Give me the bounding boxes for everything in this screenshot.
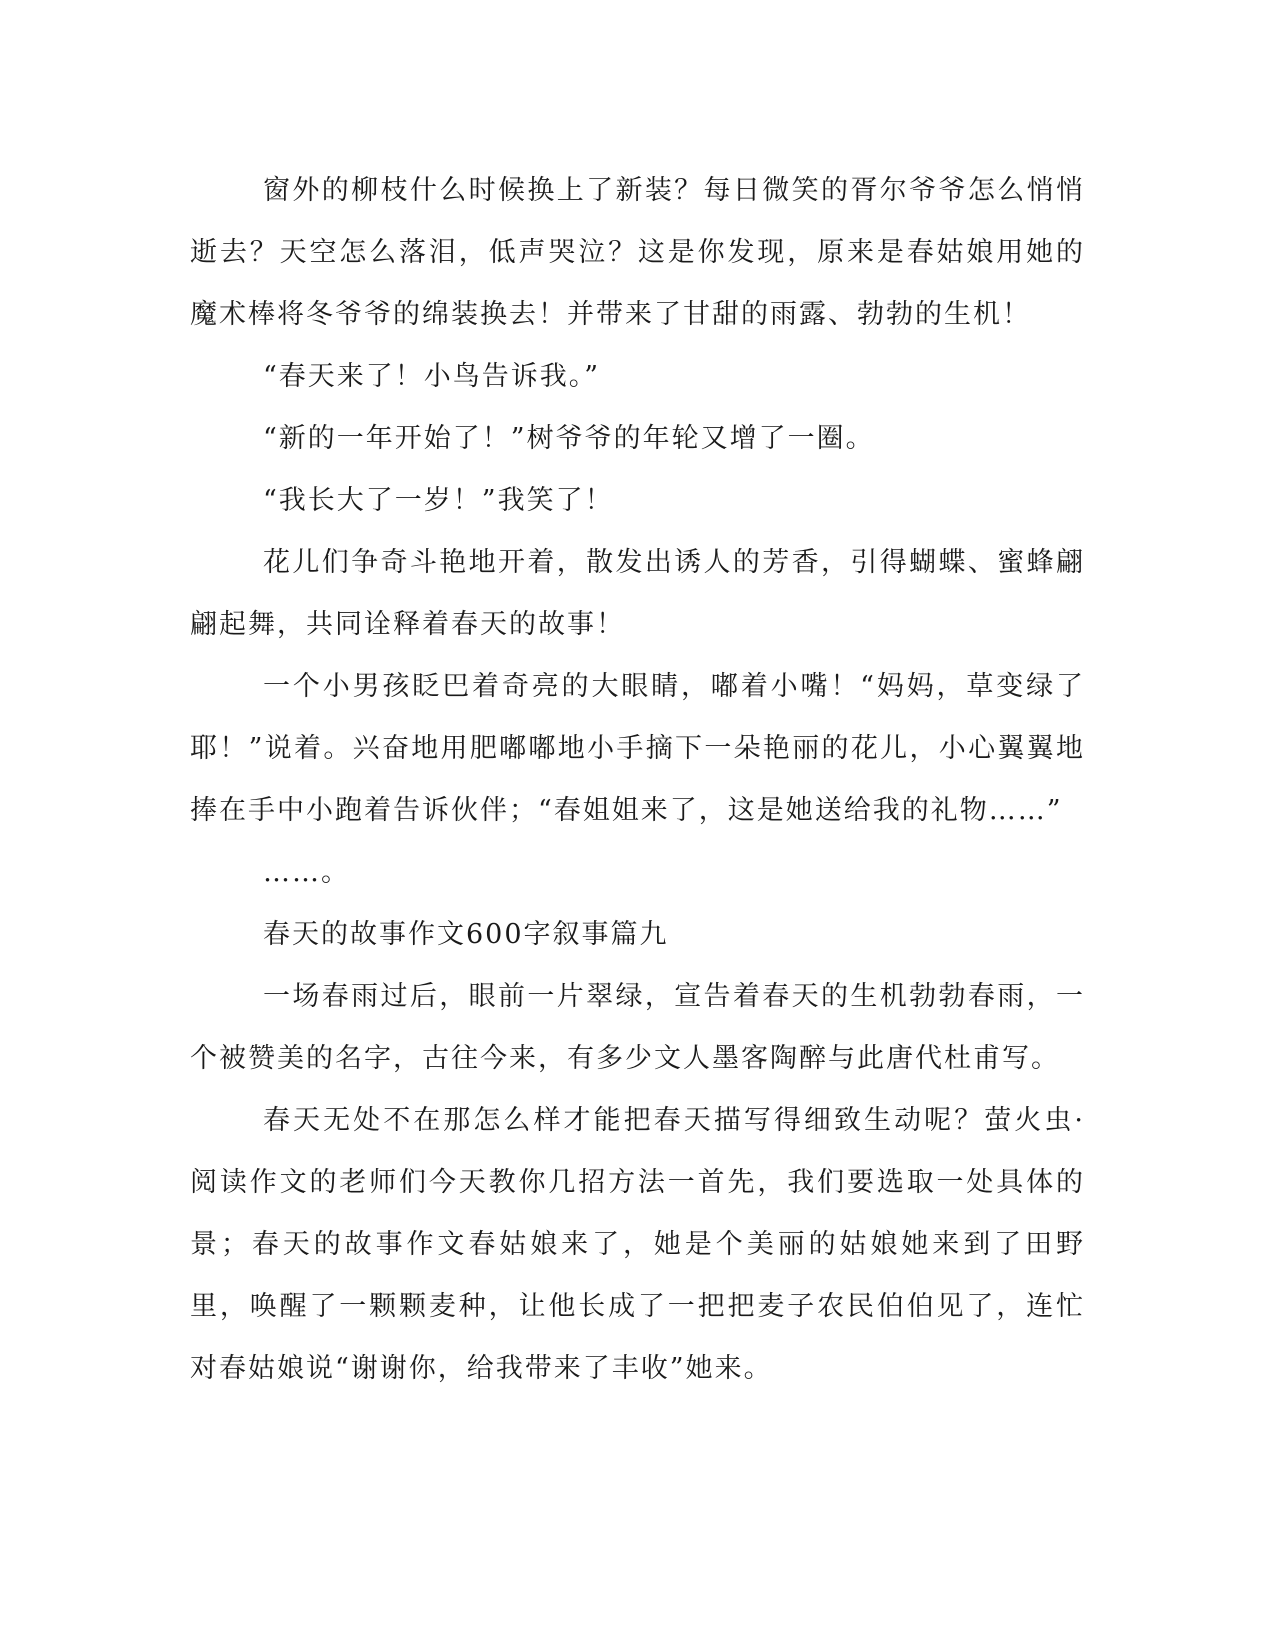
paragraph-9: 春天无处不在那怎么样才能把春天描写得细致生动呢？萤火虫·阅读作文的老师们今天教你几招方法一首先，我们要选取一处具体的景；春天的故事作文春姑娘来了，她是个美丽的姑娘她来到了田野里，唤醒了一颗颗麦种，让他长成了一把把麦子农民伯伯见了，连忙对春姑娘说“谢谢你，给我带来了丰收”她来。 bbox=[190, 1105, 1085, 1384]
paragraph-3: “新的一年开始了！”树爷爷的年轮又增了一圈。 bbox=[263, 423, 875, 454]
paragraph-7: ……。 bbox=[263, 857, 350, 888]
article-body bbox=[190, 160, 1085, 1400]
section-heading: 春天的故事作文600字叙事篇九 bbox=[263, 919, 669, 950]
paragraph-1: 窗外的柳枝什么时候换上了新装？每日微笑的胥尔爷爷怎么悄悄逝去？天空怎么落泪，低声哭泣？这是你发现，原来是春姑娘用她的魔术棒将冬爷爷的绵装换去！并带来了甘甜的雨露、勃勃的生机！ bbox=[190, 175, 1085, 330]
paragraph-6: 一个小男孩眨巴着奇亮的大眼睛，嘟着小嘴！“妈妈，草变绿了耶！”说着。兴奋地用肥嘟嘟地小手摘下一朵艳丽的花儿，小心翼翼地捧在手中小跑着告诉伙伴；“春姐姐来了，这是她送给我的礼物……” bbox=[190, 671, 1085, 826]
paragraph-4: “我长大了一岁！”我笑了！ bbox=[263, 485, 614, 516]
paragraph-2: “春天来了！小鸟告诉我。” bbox=[263, 361, 601, 392]
paragraph-8: 一场春雨过后，眼前一片翠绿，宣告着春天的生机勃勃春雨，一个被赞美的名字，古往今来，有多少文人墨客陶醉与此唐代杜甫写。 bbox=[190, 981, 1085, 1074]
paragraph-5: 花儿们争奇斗艳地开着，散发出诱人的芳香，引得蝴蝶、蜜蜂翩翩起舞，共同诠释着春天的故事！ bbox=[190, 547, 1085, 640]
